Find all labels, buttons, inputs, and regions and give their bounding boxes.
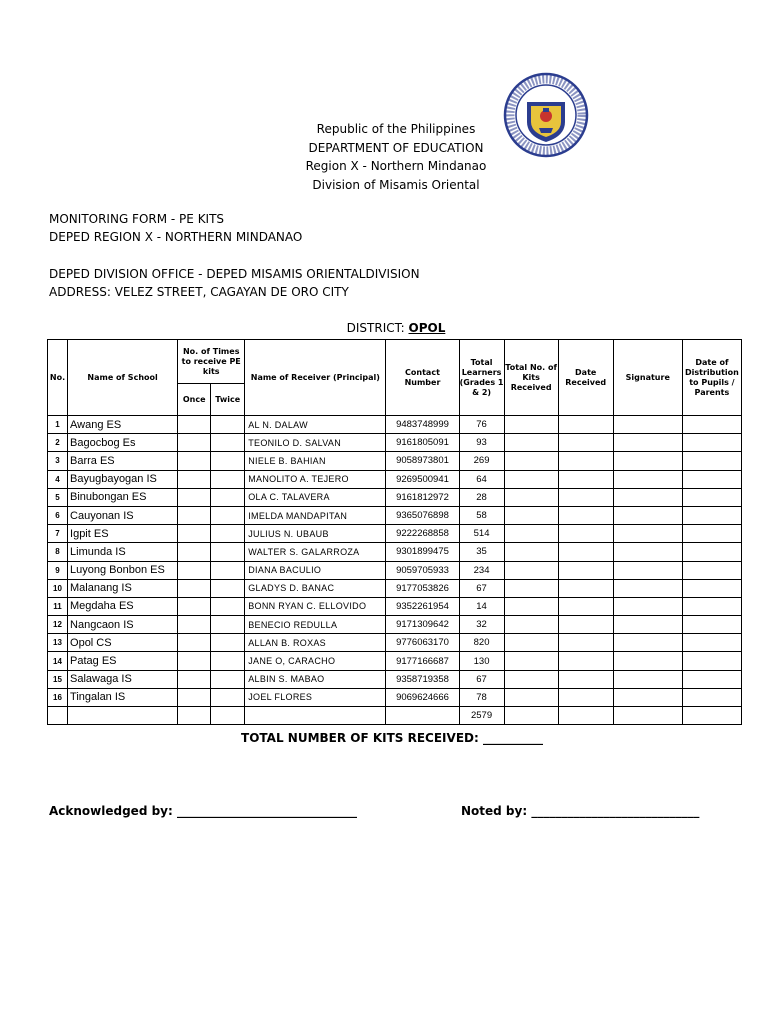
- header-kits: Total No. of Kits Received: [504, 340, 558, 416]
- total-learners-cell: 67: [459, 670, 504, 688]
- table-row: [48, 634, 742, 652]
- row-number: 10: [48, 579, 68, 597]
- school-name: Limunda IS: [68, 543, 178, 561]
- date-received-cell: [558, 670, 613, 688]
- twice-cell: [211, 470, 245, 488]
- table-row: [48, 652, 742, 670]
- kits-received-cell: [504, 488, 558, 506]
- receiver-name: JOEL FLORES: [245, 688, 386, 706]
- monitoring-table: [47, 339, 742, 725]
- date-distribution-cell: [682, 634, 741, 652]
- row-number: 11: [48, 597, 68, 615]
- table-row: [48, 543, 742, 561]
- form-title-block: [49, 210, 302, 246]
- twice-cell: [211, 634, 245, 652]
- district-value: OPOL: [408, 321, 446, 335]
- school-name: Patag ES: [68, 652, 178, 670]
- contact-number: 9069624666: [386, 688, 459, 706]
- date-distribution-cell: [682, 543, 741, 561]
- total-learners-cell: 820: [459, 634, 504, 652]
- once-cell: [178, 488, 211, 506]
- signature-cell: [613, 434, 682, 452]
- receiver-name: GLADYS D. BANAC: [245, 579, 386, 597]
- table-row: [48, 561, 742, 579]
- row-number: 4: [48, 470, 68, 488]
- date-distribution-cell: [682, 525, 741, 543]
- total-kits-received: TOTAL NUMBER OF KITS RECEIVED: __________: [241, 731, 543, 745]
- kits-received-cell: [504, 688, 558, 706]
- total-learners-cell: 514: [459, 525, 504, 543]
- school-name: Megdaha ES: [68, 597, 178, 615]
- twice-cell: [211, 688, 245, 706]
- date-received-cell: [558, 416, 613, 434]
- kits-received-cell: [504, 525, 558, 543]
- division-address: ADDRESS: VELEZ STREET, CAGAYAN DE ORO CITY: [49, 285, 349, 299]
- header-date-received: Date Received: [558, 340, 613, 416]
- twice-cell: [211, 579, 245, 597]
- table-row: [48, 670, 742, 688]
- date-received-cell: [558, 652, 613, 670]
- date-distribution-cell: [682, 652, 741, 670]
- signature-cell: [613, 688, 682, 706]
- signature-cell: [613, 506, 682, 524]
- kits-received-cell: [504, 579, 558, 597]
- kits-received-cell: [504, 470, 558, 488]
- contact-number: 9776063170: [386, 634, 459, 652]
- date-received-cell: [558, 597, 613, 615]
- school-name: Nangcaon IS: [68, 616, 178, 634]
- row-number: 1: [48, 416, 68, 434]
- signature-cell: [613, 525, 682, 543]
- row-number: 8: [48, 543, 68, 561]
- kits-received-cell: [504, 597, 558, 615]
- receiver-name: BONN RYAN C. ELLOVIDO: [245, 597, 386, 615]
- once-cell: [178, 597, 211, 615]
- kits-received-cell: [504, 506, 558, 524]
- table-row: [48, 688, 742, 706]
- header-region: Region X - Northern Mindanao: [305, 159, 487, 173]
- twice-cell: [211, 543, 245, 561]
- kits-received-cell: [504, 434, 558, 452]
- once-cell: [178, 634, 211, 652]
- form-title: MONITORING FORM - PE KITS: [49, 212, 225, 226]
- contact-number: 9269500941: [386, 470, 459, 488]
- school-name: Awang ES: [68, 416, 178, 434]
- header-republic: Republic of the Philippines: [316, 122, 476, 136]
- once-cell: [178, 616, 211, 634]
- date-received-cell: [558, 488, 613, 506]
- date-received-cell: [558, 434, 613, 452]
- twice-cell: [211, 652, 245, 670]
- once-cell: [178, 579, 211, 597]
- date-received-cell: [558, 634, 613, 652]
- date-distribution-cell: [682, 506, 741, 524]
- once-cell: [178, 434, 211, 452]
- contact-number: 9058973801: [386, 452, 459, 470]
- date-distribution-cell: [682, 561, 741, 579]
- once-cell: [178, 470, 211, 488]
- row-number: 3: [48, 452, 68, 470]
- header-twice: Twice: [211, 384, 245, 416]
- total-learners-cell: 14: [459, 597, 504, 615]
- once-cell: [178, 670, 211, 688]
- twice-cell: [211, 488, 245, 506]
- signature-cell: [613, 579, 682, 597]
- twice-cell: [211, 616, 245, 634]
- total-learners-cell: 35: [459, 543, 504, 561]
- date-received-cell: [558, 525, 613, 543]
- signature-cell: [613, 652, 682, 670]
- school-name: Cauyonan IS: [68, 506, 178, 524]
- contact-number: 9365076898: [386, 506, 459, 524]
- division-block: [49, 265, 420, 301]
- signature-cell: [613, 452, 682, 470]
- receiver-name: IMELDA MANDAPITAN: [245, 506, 386, 524]
- table-row: [48, 488, 742, 506]
- kits-received-cell: [504, 543, 558, 561]
- school-name: Bagocbog Es: [68, 434, 178, 452]
- row-number: 12: [48, 616, 68, 634]
- total-row: [48, 707, 742, 725]
- kits-received-cell: [504, 670, 558, 688]
- receiver-name: BENECIO REDULLA: [245, 616, 386, 634]
- school-name: Barra ES: [68, 452, 178, 470]
- receiver-name: NIELE B. BAHIAN: [245, 452, 386, 470]
- table-row: [48, 579, 742, 597]
- date-received-cell: [558, 579, 613, 597]
- contact-number: 9177053826: [386, 579, 459, 597]
- header-signature: Signature: [613, 340, 682, 416]
- date-received-cell: [558, 470, 613, 488]
- total-learners-cell: 64: [459, 470, 504, 488]
- twice-cell: [211, 525, 245, 543]
- once-cell: [178, 452, 211, 470]
- date-distribution-cell: [682, 579, 741, 597]
- total-learners-cell: 76: [459, 416, 504, 434]
- signature-cell: [613, 416, 682, 434]
- once-cell: [178, 688, 211, 706]
- school-name: Luyong Bonbon ES: [68, 561, 178, 579]
- contact-number: 9301899475: [386, 543, 459, 561]
- header-no: No.: [48, 340, 68, 416]
- receiver-name: ALLAN B. ROXAS: [245, 634, 386, 652]
- total-learners-cell: 78: [459, 688, 504, 706]
- once-cell: [178, 506, 211, 524]
- date-distribution-cell: [682, 688, 741, 706]
- district-label: DISTRICT:: [346, 321, 409, 335]
- kits-received-cell: [504, 616, 558, 634]
- header-division: Division of Misamis Oriental: [312, 177, 480, 192]
- date-received-cell: [558, 688, 613, 706]
- twice-cell: [211, 452, 245, 470]
- twice-cell: [211, 597, 245, 615]
- agency-header: [12, 120, 768, 194]
- school-name: Opol CS: [68, 634, 178, 652]
- signature-cell: [613, 561, 682, 579]
- once-cell: [178, 652, 211, 670]
- header-date-distribution: Date of Distribution to Pupils / Parents: [682, 340, 741, 416]
- form-region: DEPED REGION X - NORTHERN MINDANAO: [49, 230, 303, 244]
- school-name: Igpit ES: [68, 525, 178, 543]
- acknowledged-by: Acknowledged by: ______________________________: [49, 804, 357, 818]
- date-distribution-cell: [682, 670, 741, 688]
- row-number: 14: [48, 652, 68, 670]
- table-row: [48, 616, 742, 634]
- date-distribution-cell: [682, 597, 741, 615]
- twice-cell: [211, 670, 245, 688]
- kits-received-cell: [504, 652, 558, 670]
- header-receiver: Name of Receiver (Principal): [245, 340, 386, 416]
- total-learners: 2579: [459, 707, 504, 725]
- date-distribution-cell: [682, 488, 741, 506]
- twice-cell: [211, 506, 245, 524]
- signature-cell: [613, 616, 682, 634]
- header-department: DEPARTMENT OF EDUCATION: [308, 140, 484, 155]
- total-learners-cell: 28: [459, 488, 504, 506]
- table-row: [48, 416, 742, 434]
- contact-number: 9352261954: [386, 597, 459, 615]
- once-cell: [178, 561, 211, 579]
- kits-received-cell: [504, 561, 558, 579]
- row-number: 6: [48, 506, 68, 524]
- school-name: Bayugbayogan IS: [68, 470, 178, 488]
- receiver-name: JANE O, CARACHO: [245, 652, 386, 670]
- district-line: [12, 321, 768, 335]
- date-received-cell: [558, 616, 613, 634]
- signature-cell: [613, 488, 682, 506]
- date-distribution-cell: [682, 416, 741, 434]
- table-row: [48, 597, 742, 615]
- contact-number: 9161812972: [386, 488, 459, 506]
- table-row: [48, 434, 742, 452]
- noted-by: Noted by: ____________________________: [461, 804, 700, 818]
- signature-cell: [613, 670, 682, 688]
- receiver-name: DIANA BACULIO: [245, 561, 386, 579]
- row-number: 13: [48, 634, 68, 652]
- total-learners-cell: 67: [459, 579, 504, 597]
- date-received-cell: [558, 452, 613, 470]
- row-number: 15: [48, 670, 68, 688]
- total-learners-cell: 93: [459, 434, 504, 452]
- row-number: 9: [48, 561, 68, 579]
- receiver-name: WALTER S. GALARROZA: [245, 543, 386, 561]
- date-distribution-cell: [682, 434, 741, 452]
- date-distribution-cell: [682, 470, 741, 488]
- date-received-cell: [558, 561, 613, 579]
- row-number: 5: [48, 488, 68, 506]
- date-distribution-cell: [682, 452, 741, 470]
- total-learners-cell: 234: [459, 561, 504, 579]
- receiver-name: ALBIN S. MABAO: [245, 670, 386, 688]
- table-row: [48, 452, 742, 470]
- date-received-cell: [558, 543, 613, 561]
- total-learners-cell: 32: [459, 616, 504, 634]
- signature-cell: [613, 597, 682, 615]
- total-learners-cell: 269: [459, 452, 504, 470]
- row-number: 7: [48, 525, 68, 543]
- receiver-name: MANOLITO A. TEJERO: [245, 470, 386, 488]
- once-cell: [178, 525, 211, 543]
- contact-number: 9483748999: [386, 416, 459, 434]
- row-number: 16: [48, 688, 68, 706]
- once-cell: [178, 416, 211, 434]
- total-learners-cell: 58: [459, 506, 504, 524]
- signature-cell: [613, 543, 682, 561]
- receiver-name: TEONILO D. SALVAN: [245, 434, 386, 452]
- kits-received-cell: [504, 634, 558, 652]
- contact-number: 9358719358: [386, 670, 459, 688]
- table-row: [48, 525, 742, 543]
- receiver-name: OLA C. TALAVERA: [245, 488, 386, 506]
- contact-number: 9171309642: [386, 616, 459, 634]
- twice-cell: [211, 434, 245, 452]
- header-times: No. of Times to receive PE kits: [178, 340, 245, 384]
- kits-received-cell: [504, 416, 558, 434]
- header-school: Name of School: [68, 340, 178, 416]
- kits-received-cell: [504, 452, 558, 470]
- row-number: 2: [48, 434, 68, 452]
- contact-number: 9177166687: [386, 652, 459, 670]
- receiver-name: AL N. DALAW: [245, 416, 386, 434]
- division-office: DEPED DIVISION OFFICE - DEPED MISAMIS ORIENTALDIVISION: [49, 267, 420, 281]
- signature-cell: [613, 470, 682, 488]
- school-name: Malanang IS: [68, 579, 178, 597]
- table-row: [48, 506, 742, 524]
- header-once: Once: [178, 384, 211, 416]
- twice-cell: [211, 561, 245, 579]
- contact-number: 9222268858: [386, 525, 459, 543]
- once-cell: [178, 543, 211, 561]
- twice-cell: [211, 416, 245, 434]
- total-learners-cell: 130: [459, 652, 504, 670]
- contact-number: 9161805091: [386, 434, 459, 452]
- date-distribution-cell: [682, 616, 741, 634]
- table-row: [48, 470, 742, 488]
- header-contact: Contact Number: [386, 340, 459, 416]
- receiver-name: JULIUS N. UBAUB: [245, 525, 386, 543]
- school-name: Salawaga IS: [68, 670, 178, 688]
- header-learners: Total Learners (Grades 1 & 2): [459, 340, 504, 416]
- date-received-cell: [558, 506, 613, 524]
- school-name: Tingalan IS: [68, 688, 178, 706]
- contact-number: 9059705933: [386, 561, 459, 579]
- school-name: Binubongan ES: [68, 488, 178, 506]
- signature-cell: [613, 634, 682, 652]
